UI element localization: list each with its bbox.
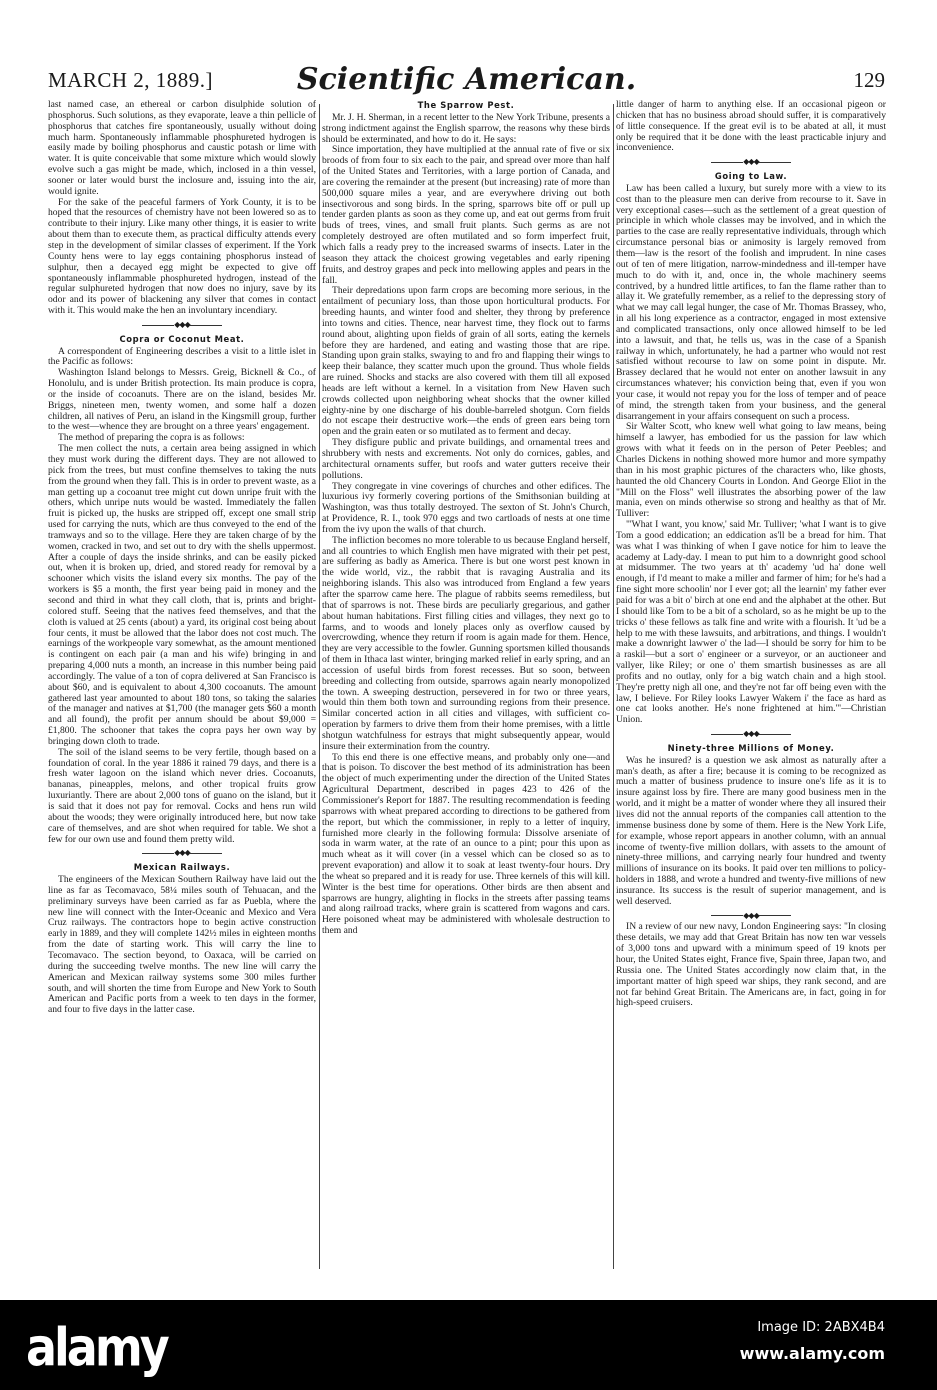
- paragraph: "'What I want, you know,' said Mr. Tulliver; 'what I want is to give Tom a good eddication; an eddication as'll be a bread for him. That was what I was thinking of when I gave notice for him to leave the academy at Lady-day. I mean to put him to a downright good school at midsummer. The two years at th' academy 'ud ha' done well enough, if I'd meant to make a miller and farmer of him; for he's had a fine sight more schoolin' nor I ever got; all the learnin' my father ever paid for was a bit o' birch at one end and the alphabet at the other. But I should like Tom to be a bit of a scholard, so as he might be up to the tricks o' these fellows as talk fine and write with a flourish. It 'ud be a help to me with these lawsuits, and arbitrations, and things. I wouldn't make a downright lawwer o' the lad—I should be sorry for him to be a raskil—but a sort o' engineer or a surveyor, or an auctioneer and vallyer, like Riley; or one o' them smartish businesses as are all profits and no outlay, only for a big watch chain and a high stool. They're pretty nigh all one, and they're not far off being even with the law, I believe. For Riley looks Lawyer Wakem i' the face as hard as one cat looks another. He's none frightened at him.'"—Christian Union.: [616, 519, 886, 726]
- paragraph: For the sake of the peaceful farmers of York County, it is to be hoped that the resources of chemistry have not been lowered so as to contribute to their injury. Like many other things, it is easier to write about them than to execute them, as practical difficulty attends every step in the development of similar classes of experiment. If the York County hens were to lay eggs containing phosphorus instead of sulphur, then a decayed egg might be expected to give off spontaneously inflammable phosphureted hydrogen, instead of the regular sulphureted hydrogen that now does no injury, save by its odor and its power of blackening any silver that comes in contact with it. This would make the hen an involuntary incendiary.: [48, 196, 316, 317]
- paragraph: Mr. J. H. Sherman, in a recent letter to the New York Tribune, presents a strong indictment against the English sparrow, the reasons why these birds should be exterminated, and how to do it. He says:: [322, 111, 610, 145]
- paragraph: last named case, an ethereal or carbon disulphide solution of phosphorus. Such solutions, as they evaporate, leave a thin pellicle of phosphorus that catches fire spontaneously, usually without doing much harm. Spontaneously inflammable phosphureted hydrogen is easily made by boiling phosphorus and caustic potash or lime with water. It is quite conceivable that some mixture which would slowly evolve such a gas might be made, which, inclosed in a thin vessel, sooner or later would burst the inclosure and, issuing into the air, would ignite.: [48, 99, 316, 197]
- paragraph: Their depredations upon farm crops are becoming more serious, in the entailment of pecuniary loss, than those upon horticultural products. For breeding haunts, and winter food and shelter, they throng by preference into towns and cities. Thence, near harvest time, they flock out to farms round about, alighting upon fields of grain of all sorts, eating the kernels before they are hardened, and eating and wasting those that are ripe. Standing upon grain stalks, swaying to and fro and flapping their wings to keep their balance, they scatter much upon the ground. Thus whole fields are ruined. Shocks and stacks are also covered with them till all exposed heads are left without a kernel. In a visitation from New Haven such crowds collected upon neighboring wheat shocks that the owner killed eighty-nine by one discharge of his double-barreled shotgun. Corn fields do not escape their destructive work—the ends of green ears being torn open and the grain eaten or so mutilated as to ferment and decay.: [322, 285, 610, 438]
- article-heading: Ninety-three Millions of Money.: [667, 742, 835, 753]
- paragraph: The method of preparing the copra is as follows:: [58, 432, 245, 444]
- paragraph: A correspondent of Engineering describes a visit to a little islet in the Pacific as follows:: [48, 345, 316, 368]
- page-header: [48, 62, 885, 98]
- watermark-bar: [0, 1300, 937, 1390]
- paragraph: To this end there is one effective means, and probably only one—and that is poison. To discover the best method of its administration has been the object of much experimenting under the direction of the United States Agricultural Department, described in pages 423 to 426 of the Commissioner's Report for 1887. The resulting recommendation is feeding sparrows with wheat prepared according to directions to be gathered from the report, but which the commissioner, in reply to a letter of inquiry, furnished more clearly in the following formula: Dissolve arseniate of soda in warm water, at the rate of an ounce to a pint; pour this upon as much wheat as it will cover (in a vessel which can be closed so as to prevent evaporation) and allow it to soak at least twenty-four hours. Dry the wheat so prepared and it is ready for use. Three kernels of this will kill. Winter is the best time for operations. Other birds are then absent and sparrows are hungry, alighting in flocks in the streets after passing teams and along railroad tracks, where grain is scattered from wagons and cars. Here poisoned wheat may be administered with wholesale destruction to them and: [322, 751, 610, 937]
- paragraph: Was he insured? is a question we ask almost as naturally after a man's death, as after a fire; because it is coming to be recognized as much a matter of business prudence to insure one's life as it is to insure against loss by fire. There are many good business men in the world, and it might be a matter of wonder where they all insured their lives did not the annual reports of the companies call attention to the immense business done by some of them. Here is the New York Life, for example, whose report appears in another column, with an annual income of twenty-five million dollars, with assets to the amount of ninety-three millions, and carrying nearly four hundred and twenty millions of insurance on its books. It paid over ten millions to policy-holders in 1888, and wrote a hundred and twenty-five millions of new insurance. Its success is the result of superior management, and is well deserved.: [616, 754, 886, 907]
- paragraph: Law has been called a luxury, but surely more with a view to its cost than to the pleasure men can derive from recourse to it. Save in very exceptional cases—such as the settlement of a great question of principle in which whole classes may be involved, and in which the parties to the case are really representative individuals, through which circumstance personal bias or animosity is largely removed from them—law is the resort of the foolish and imprudent. In nine cases out of ten of mere litigation, narrow-mindedness and ill-temper have much to do with it, and, once in, the whole machinery seems contrived, by a hundred little artifices, to fan the flame rather than to allay it. We gratefully remember, as a relief to the depressing story of what we may call legal hunger, the case of Mr. Thomas Brassey, who, in all his long experience as a contractor, engaged in most extensive and complicated transactions, only once allowed himself to be led into a lawsuit, and that, he tells us, was in the case of a Spanish railway in which, unfortunately, he had a partner who would not rest satisfied without recourse to law on some point in dispute. Mr. Brassey declared that he would not enter on another lawsuit in any circumstances whatever; his conviction being that, even if you won your case, it would not repay you for the loss of temper and of peace of mind, the strength taken from your business, and the general disarrangement in your affairs consequent on such a process.: [616, 182, 886, 422]
- alamy-logo: alamy: [26, 1315, 167, 1379]
- section-ornament: ◆◆◆: [616, 157, 886, 168]
- paragraph: The men collect the nuts, a certain area being assigned in which they must work during the different days. They are not allowed to pick from the trees, but must confine themselves to taking the nuts from the ground when they fall. This is in order to prevent waste, as a man getting up a cocoanut tree might cut down unripe fruit with the others, which unripe nuts would be wasted. Immediately the fallen fruit is picked up, the husks are stripped off, except one small strip used for carrying the nuts, which are thus conveyed to the end of the tramways and so to the village. Here they are taken charge of by the women, cracked in two, and set out to dry with the shells uppermost. After a couple of days the inside shrinks, and can be easily picked out, when it is broken up, dried, and stored ready for removal by a schooner which visits the island every six months. The pay of the workers is $5 a month, the first year being paid in money and the second and third in what they call cloth, that is, prints and bright-colored stuff. Seeing that the natives feed themselves, and that the cloth is valued at 25 cents (about) a yard, its original cost being about four cents, it must be allowed that the labor does not cost much. The earnings of the workpeople vary somewhat, as the amount mentioned is contingent on each pair (a man and his wife) bringing in and preparing 4,000 nuts a month, an increase in this number being paid accordingly. The value of a ton of copra delivered at San Francisco is about $60, and is equivalent to about 4,300 cocoanuts. The amount gathered last year amounted to about 180 tons, so taking the salaries of the manager and natives at $1,700 (the manager gets $60 a month and all found), the profit per annum should be about $9,000 = £1,800. The schooner that takes the copra pays her own way by bringing down cloth to trade.: [48, 443, 316, 747]
- section-ornament: ◆◆◆: [616, 729, 886, 740]
- paragraph: IN a review of our new navy, London Engineering says: "In closing these details, we may add that Great Britain has now ten war vessels of 3,000 tons and upward with a minimum speed of 19 knots per hour, the United States eight, France five, Spain three, Japan two, and Russia one. The United States accordingly now claim that, in the important matter of high speed war ships, they rank second, and are not far behind Great Britain. The Americans are, in fact, going in for high-speed cruisers.: [616, 921, 886, 1009]
- paragraph: little danger of harm to anything else. If an occasional pigeon or chicken that has no business abroad should suffer, it is comparatively of little consequence. If the great evil is to be abated at all, it must only be required that it be done with the least practicable injury and inconvenience.: [616, 99, 886, 154]
- paragraph: Sir Walter Scott, who knew well what going to law means, being himself a lawyer, has embodied for us the passion for law which grows with what it feeds on in the person of Peter Peebles; and Charles Dickens in nothing showed more humor and more sympathy than in his most graphic pictures of the characters who, like ghosts, haunted the old Chancery Courts in London. And George Eliot in the "Mill on the Floss" well illustrates the absorbing power of the law mania, even on minds otherwise so strong and healthy as that of Mr. Tulliver:: [616, 421, 886, 520]
- article-heading: Mexican Railways.: [133, 862, 231, 873]
- masthead-title: Scientific American.: [296, 62, 637, 97]
- watermark-url: www.alamy.com: [739, 1344, 885, 1363]
- section-ornament: ◆◆◆: [48, 848, 316, 859]
- column-3: [616, 100, 886, 1009]
- section-ornament: ◆◆◆: [48, 320, 316, 331]
- paragraph: The soil of the island seems to be very fertile, though based on a foundation of coral. In the year 1886 it rained 79 days, and there is a fresh water lagoon on the island which never dries. Cocoanuts, bananas, pineapples, melons, and other tropical fruits grow luxuriantly. There are about 2,000 tons of guano on the island, but it is said that it does not pay for removal. Cocks and hens run wild about the woods; they were originally introduced here, but now take care of themselves, and are shot when required for table. We shot a few for our own use and found them pretty wild.: [48, 746, 316, 845]
- paragraph: The infliction becomes no more tolerable to us because England herself, and all countries to which English men have migrated with their pet pest, are suffering as badly as America. There is but one worst pest known in the wide world, viz., the rabbit that is ravaging Australia and its neighboring islands. This also was introduced from England a few years after the sparrow came here. The plague of rabbits seems remediless, but that of sparrows is not. These birds are peculiarly gregarious, and gather about human habitations. First filling cities and villages, they next go to farms, and to woods and lonely places only as overflow caused by overcrowding, whence they return if room is again made for them. Hence, they are very accessible to the fowler. Gunning sportsmen killed thousands of them in Ithaca last winter, bringing marked relief in early spring, and an accession of useful birds from forest recesses. But so soon, between breeding and collecting from outside, sparrows again nearly monopolized the town. A sweeping destruction, persevered in for two or three years, would thin them both town and surrounding regions from their presence. Similar concerted action in all cities and villages, with sufficient co-operation by farmers to drive them from their home premises, with a little shotgun watchfulness for estrays that might subsequently appear, would insure their extermination from the country.: [322, 534, 610, 752]
- article-heading: Going to Law.: [714, 171, 788, 182]
- page-number: 129: [853, 68, 885, 92]
- paragraph: The engineers of the Mexican Southern Railway have laid out the line as far as Tecomavaco, 58¼ miles south of Tehuacan, and the preliminary surveys have been carried as far as Puebla, where the new line will connect with the Inter-Oceanic and Mexico and Vera Cruz railways. The contractors hope to begin active construction early in 1889, and they will complete 142½ miles in eighteen months from the date of starting work. This will carry the line to Tecomavaco. The section beyond, to Oaxaca, will be carried on during the succeeding twelve months. The new line will carry the American and Mexican railway systems some 300 miles further south, and will shorten the time from Europe and New York to South American and Pacific ports from a week to ten days in the former, and four to five days in the latter case.: [48, 874, 316, 1016]
- issue-date: MARCH 2, 1889.]: [48, 68, 214, 92]
- article-heading: Copra or Coconut Meat.: [119, 333, 245, 344]
- image-id: Image ID: 2ABX4B4: [757, 1320, 885, 1335]
- paragraph: Washington Island belongs to Messrs. Greig, Bicknell & Co., of Honolulu, and is under British protection. Its main produce is copra, or the inside of cocoanuts. There are on the island, besides Mr. Briggs, nineteen men, twenty women, and some half a dozen children, all natives of Peru, an island in the Kingsmill group, further to the west—whence they are brought on a three years' engagement.: [48, 367, 316, 433]
- column-divider: [613, 104, 614, 1269]
- paragraph: They disfigure public and private buildings, and ornamental trees and shrubbery with nests and excrements. Not only do cornices, gables, and architectural ornaments suffer, but roofs and water gutters receive their pollutions.: [322, 437, 610, 481]
- column-divider: [319, 104, 320, 1269]
- column-1: [48, 100, 316, 1016]
- column-2: [322, 100, 610, 937]
- paragraph: They congregate in vine coverings of churches and other edifices. The luxurious ivy formerly covering portions of the Smithsonian building at Washington, was thus totally destroyed. The sexton of St. John's Church, at Providence, R. I., took 970 eggs and two cartloads of nests at one time from the ivy upon the walls of that church.: [322, 480, 610, 535]
- article-heading: The Sparrow Pest.: [417, 100, 515, 110]
- paragraph: Since importation, they have multiplied at the annual rate of five or six broods of from four to six each to the pair, and spread over more than half of the United States and Territories, with a large portion of Canada, and are covering the remainder at the present (but increasing) rate of more than 500,000 square miles a year, and are everywhere driving out both insectivorous and song birds. In the spring, sparrows bite off or pull up tender garden plants as soon as they come up, and eat out germs from fruit buds of trees, vines, and small fruit plants. Such germs as are not completely destroyed are often mutilated and so form imperfect fruit, which falls a ready prey to the increased swarms of insects. Later in the season they attack the choicest growing vegetables and early ripening fruits, and destroy grapes and peck into mellowing apples and pears in the fall.: [322, 144, 610, 286]
- section-ornament: ◆◆◆: [616, 911, 886, 922]
